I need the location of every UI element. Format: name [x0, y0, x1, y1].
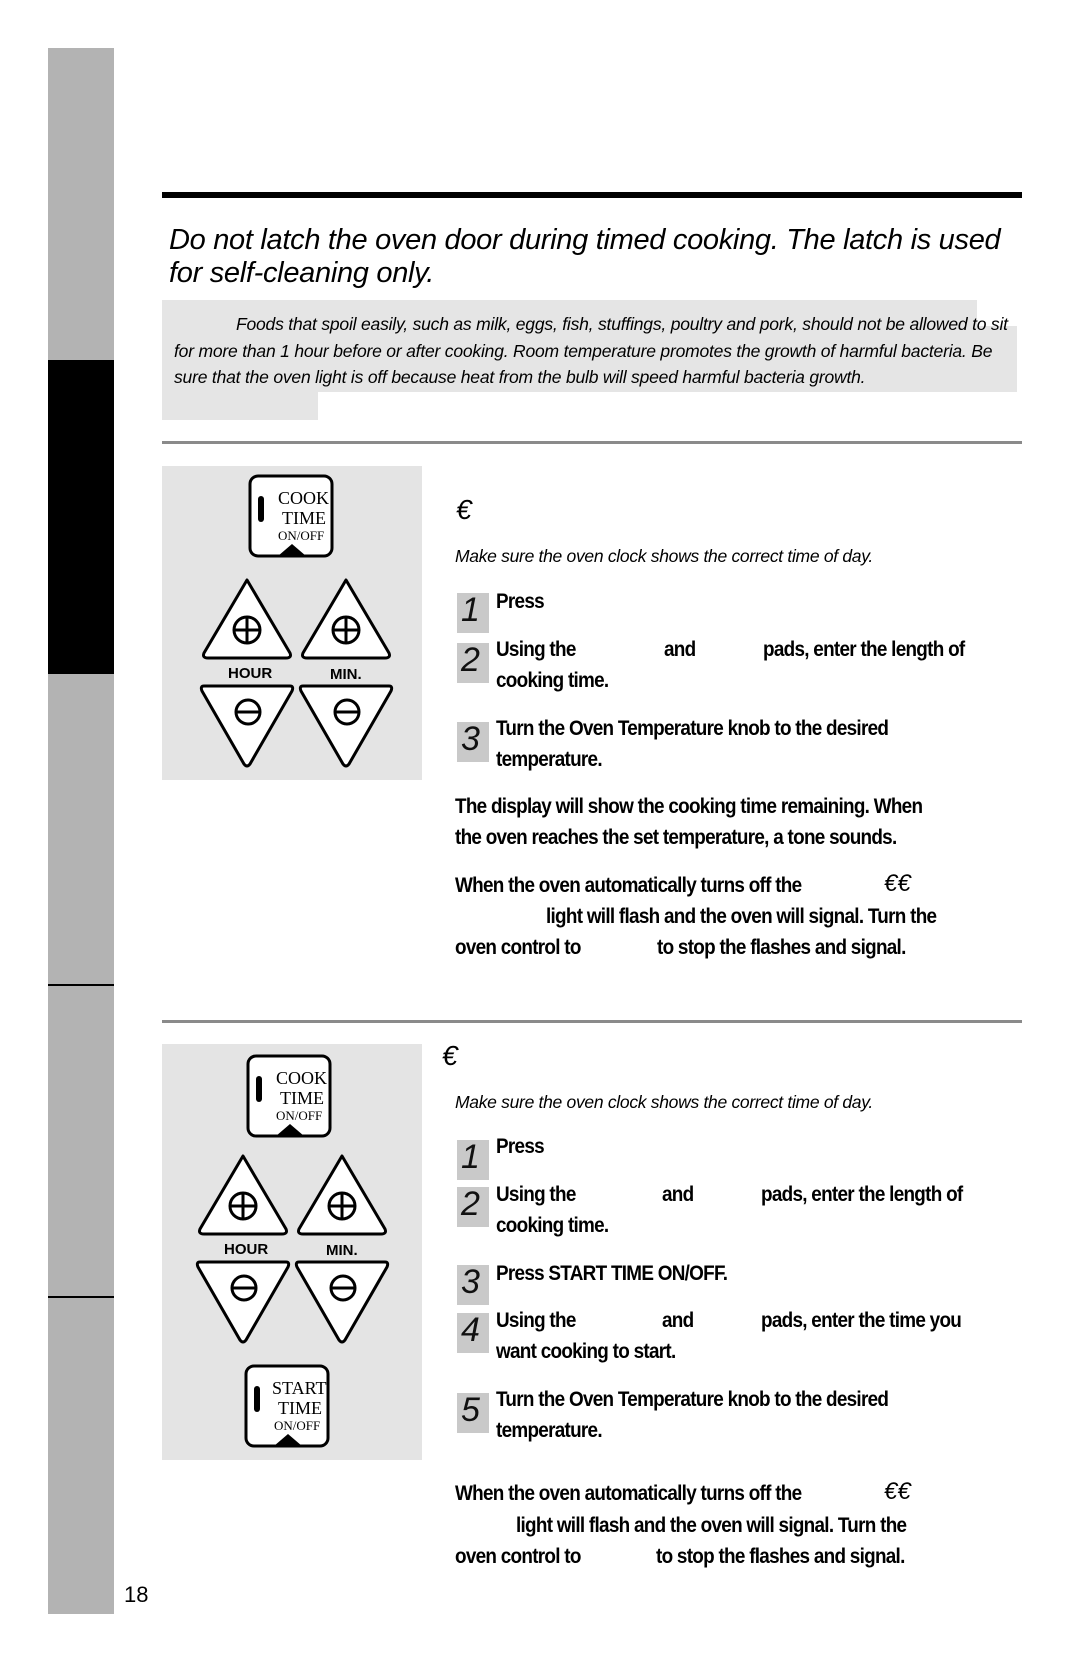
hour-label: HOUR: [228, 665, 273, 682]
step-number: [457, 1313, 489, 1353]
cook-label: COOK: [278, 488, 330, 508]
step-text: temperature.: [496, 1419, 602, 1442]
hour-label: HOUR: [224, 1241, 269, 1258]
min-label: MIN.: [330, 666, 362, 683]
step-number-text: 1: [461, 1138, 480, 1176]
result-text: The display will show the cooking time remaining. When: [455, 795, 923, 818]
step-text: and: [662, 1183, 694, 1206]
step-text: pads, enter the time you: [761, 1309, 962, 1332]
step-text: pads, enter the length of: [761, 1183, 963, 1206]
step-number: [457, 722, 489, 762]
result-text: light will flash and the oven will signal. Turn the: [546, 905, 937, 928]
result-text: When the oven automatically turns off the: [455, 1482, 802, 1505]
hour-minus-pad[interactable]: [197, 1262, 288, 1342]
start-label: START: [272, 1378, 327, 1398]
step-text: Turn the Oven Temperature knob to the desired: [496, 717, 889, 740]
hour-plus-pad[interactable]: [200, 1156, 287, 1234]
time-label: TIME: [280, 1088, 324, 1108]
section1-heading: €: [456, 494, 472, 525]
min-minus-pad[interactable]: [300, 686, 391, 766]
onoff-label: ON/OFF: [276, 1108, 323, 1123]
min-label: MIN.: [326, 1242, 358, 1259]
keypad-panel: [162, 1044, 422, 1460]
side-tab-divider: [48, 1296, 114, 1298]
step-number: [457, 593, 489, 633]
step-text: want cooking to start.: [496, 1340, 676, 1363]
step-text: Using the: [496, 1309, 576, 1332]
min-plus-pad[interactable]: [303, 580, 390, 658]
result-text: oven control to: [455, 1545, 581, 1568]
step-number-text: 5: [461, 1391, 480, 1429]
cook-label: COOK: [276, 1068, 328, 1088]
step-number: [457, 643, 489, 683]
time-label: TIME: [282, 508, 326, 528]
step-text: and: [662, 1309, 694, 1332]
side-tab-divider: [48, 984, 114, 986]
min-plus-pad[interactable]: [299, 1156, 386, 1234]
step-text: Using the: [496, 638, 576, 661]
result-text: the oven reaches the set temperature, a tone sounds.: [455, 826, 897, 849]
result-text: oven control to: [455, 936, 581, 959]
step-number-text: 2: [461, 641, 480, 679]
step-text: Press START TIME ON/OFF.: [496, 1262, 728, 1285]
step-number: [457, 1393, 489, 1433]
keypad-illustration: [162, 1044, 422, 1460]
step-text: pads, enter the length of: [763, 638, 965, 661]
onoff-label: ON/OFF: [278, 528, 325, 543]
side-tab-1: [48, 48, 114, 360]
latch-warning: Do not latch the oven door during timed cooking. The latch is used for self-cleaning only.: [169, 224, 1001, 289]
result-text: light will flash and the oven will signal. Turn the: [516, 1514, 907, 1537]
section2-clock-note: Make sure the oven clock shows the correct time of day.: [455, 1092, 873, 1112]
time-label: TIME: [278, 1398, 322, 1418]
start-time-pad[interactable]: [246, 1366, 328, 1446]
note-shading: [162, 392, 318, 420]
onoff-label: ON/OFF: [274, 1418, 321, 1433]
step-number: [457, 1187, 489, 1227]
step-text: and: [664, 638, 696, 661]
result-text: to stop the flashes and signal.: [656, 1545, 905, 1568]
step-text: Press: [496, 590, 544, 613]
step-number-text: 1: [461, 591, 480, 629]
hour-minus-pad[interactable]: [201, 686, 292, 766]
step-text: temperature.: [496, 748, 602, 771]
indicator-glyph: €€: [884, 1478, 911, 1505]
keypad-panel: [162, 466, 422, 780]
hour-plus-pad[interactable]: [204, 580, 291, 658]
page-number: 18: [124, 1582, 149, 1607]
step-number-text: 4: [461, 1311, 480, 1349]
keypad-illustration: [162, 466, 422, 780]
step-number-text: 3: [461, 1263, 480, 1301]
cook-time-pad[interactable]: [248, 1056, 330, 1136]
top-rule: [162, 192, 1022, 198]
step-number-text: 2: [461, 1185, 480, 1223]
min-minus-pad[interactable]: [296, 1262, 387, 1342]
cook-time-pad[interactable]: [250, 476, 332, 556]
side-tab-active: [48, 360, 114, 674]
step-number: [457, 1140, 489, 1180]
result-text: When the oven automatically turns off the: [455, 874, 802, 897]
step-text: cooking time.: [496, 1214, 609, 1237]
section-rule: [162, 441, 1022, 444]
section-rule: [162, 1020, 1022, 1023]
step-text: cooking time.: [496, 669, 609, 692]
result-text: to stop the flashes and signal.: [657, 936, 906, 959]
section2-heading: €: [442, 1040, 458, 1071]
step-text: Press: [496, 1135, 544, 1158]
food-safety-note-text: Foods that spoil easily, such as milk, eggs, fish, stuffings, poultry and pork, should not be allowed to sit for more than 1 hour before or after cooking. Room temperature promotes the growth of harmful bacteria. Be sure that the oven light is off because heat from the bulb will speed harmful bacteria growth.: [174, 314, 1008, 387]
food-safety-note: [174, 311, 1014, 391]
step-number-text: 3: [461, 720, 480, 758]
side-tab-3: [48, 674, 114, 1614]
step-number: [457, 1265, 489, 1305]
indicator-glyph: €€: [884, 870, 911, 897]
section1-clock-note: Make sure the oven clock shows the correct time of day.: [455, 546, 873, 566]
step-text: Using the: [496, 1183, 576, 1206]
step-text: Turn the Oven Temperature knob to the desired: [496, 1388, 889, 1411]
